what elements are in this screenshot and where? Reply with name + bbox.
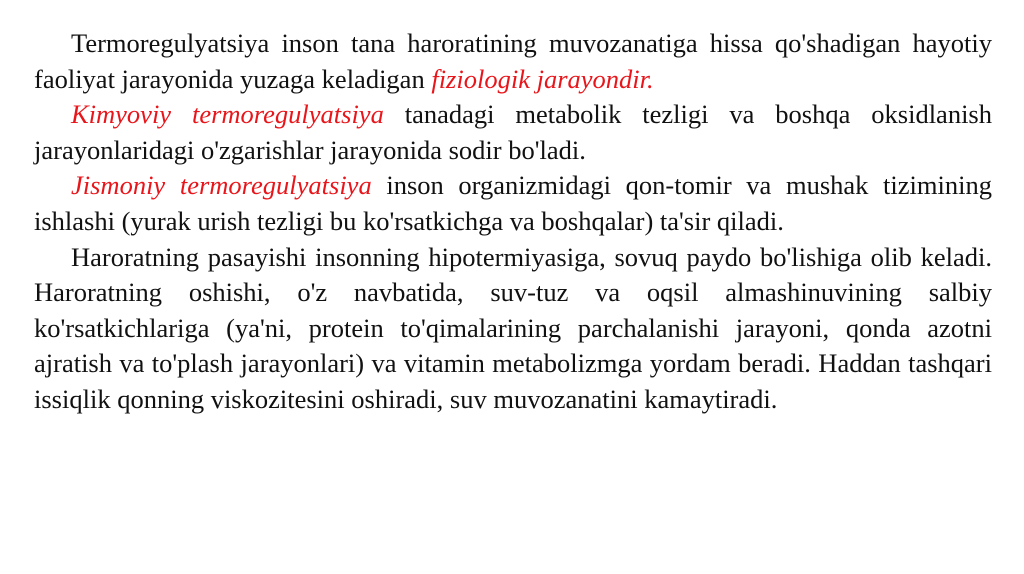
paragraph-chemical-thermoregulation: [34, 97, 992, 168]
definition-text: Termoregulyatsiya inson tana haroratining muvozanatiga hissa qo'shadigan hayotiy faoliyat jarayonida yuzaga keladigan: [34, 28, 992, 94]
paragraph-physical-thermoregulation: [34, 168, 992, 239]
definition-term-highlight: fiziologik jarayondir.: [431, 63, 654, 94]
paragraph-temperature-effects: [34, 240, 992, 418]
paragraph-definition: [34, 26, 992, 97]
slide-body: [34, 26, 992, 418]
physical-thermoregulation-term: Jismoniy termoregulyatsiya: [71, 170, 372, 201]
physical-thermoregulation-text: inson organizmidagi qon-tomir va mushak tizimining ishlashi (yurak urish tezligi bu ko'rsatkichga va boshqalar) ta'sir qiladi.: [34, 170, 992, 236]
chemical-thermoregulation-text: tanadagi metabolik tezligi va boshqa oksidlanish jarayonlaridagi o'zgarishlar jarayonida sodir bo'ladi.: [34, 99, 992, 165]
temperature-effects-text: Haroratning pasayishi insonning hipotermiyasiga, sovuq paydo bo'lishiga olib keladi. Haroratning oshishi, o'z navbatida, suv-tuz va oqsil almashinuvining salbiy ko'rsatkichlariga (ya'ni, protein to'qimalarining parchalanishi jarayoni, qonda azotni ajratish va to'plash jarayonlari) va vitamin metabolizmga yordam beradi. Haddan tashqari issiqlik qonning viskozitesini oshiradi, suv muvozanatini kamaytiradi.: [34, 241, 992, 414]
chemical-thermoregulation-term: Kimyoviy termoregulyatsiya: [71, 99, 384, 130]
